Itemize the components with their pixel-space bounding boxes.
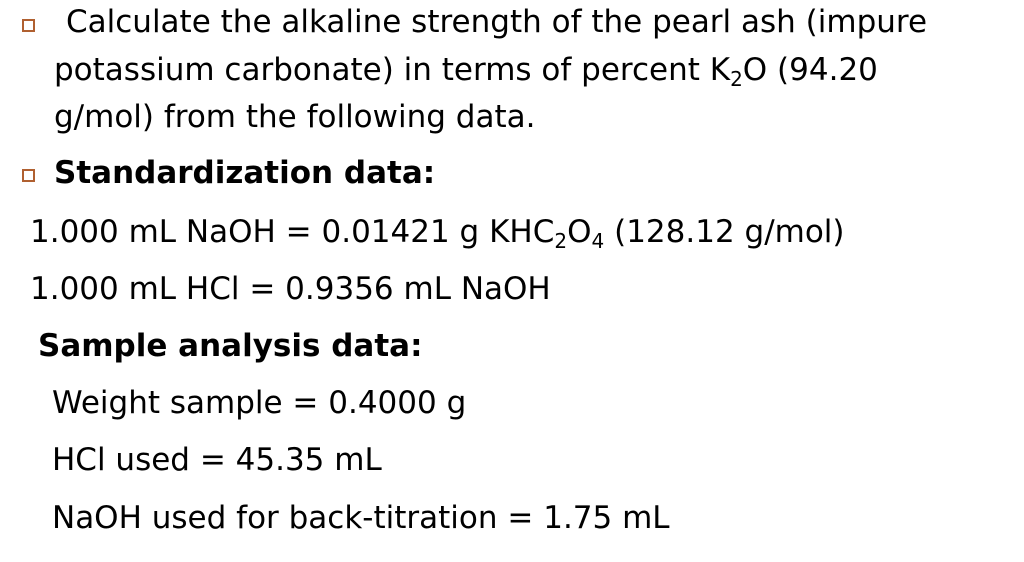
intro-text-2-post: O (94.20 [742,52,878,88]
eq1-subscript-2: 4 [591,229,605,253]
bullet-square-icon [22,169,35,182]
eq1-pre: 1.000 mL NaOH = 0.01421 g KHC [30,214,555,250]
sample-heading [38,328,423,364]
intro-line-3 [54,99,535,135]
sample-naoh-text: NaOH used for back-titration = 1.75 mL [52,500,670,536]
intro-subscript-2: 2 [730,67,743,91]
standardization-eq-1 [30,214,845,253]
bullet-square-icon [22,19,35,32]
intro-text-1: Calculate the alkaline strength of the pearl ash (impure [66,4,928,40]
intro-line-1 [66,4,927,40]
eq1-subscript-1: 2 [554,229,568,253]
standardization-eq-2 [30,271,551,307]
standardization-heading-text: Standardization data: [54,155,436,191]
sample-hcl [52,442,382,478]
eq2-text: 1.000 mL HCl = 0.9356 mL NaOH [30,271,551,307]
intro-line-2 [54,52,878,91]
sample-weight-text: Weight sample = 0.4000 g [52,385,467,421]
eq1-mid: O [567,214,592,250]
eq1-post: (128.12 g/mol) [604,214,845,250]
intro-text-2-pre: potassium carbonate) in terms of percent K [54,52,731,88]
sample-weight [52,385,466,421]
sample-heading-text: Sample analysis data: [38,328,423,364]
intro-text-3: g/mol) from the following data. [54,99,536,135]
sample-naoh [52,500,670,536]
standardization-heading [54,155,435,191]
sample-hcl-text: HCl used = 45.35 mL [52,442,382,478]
